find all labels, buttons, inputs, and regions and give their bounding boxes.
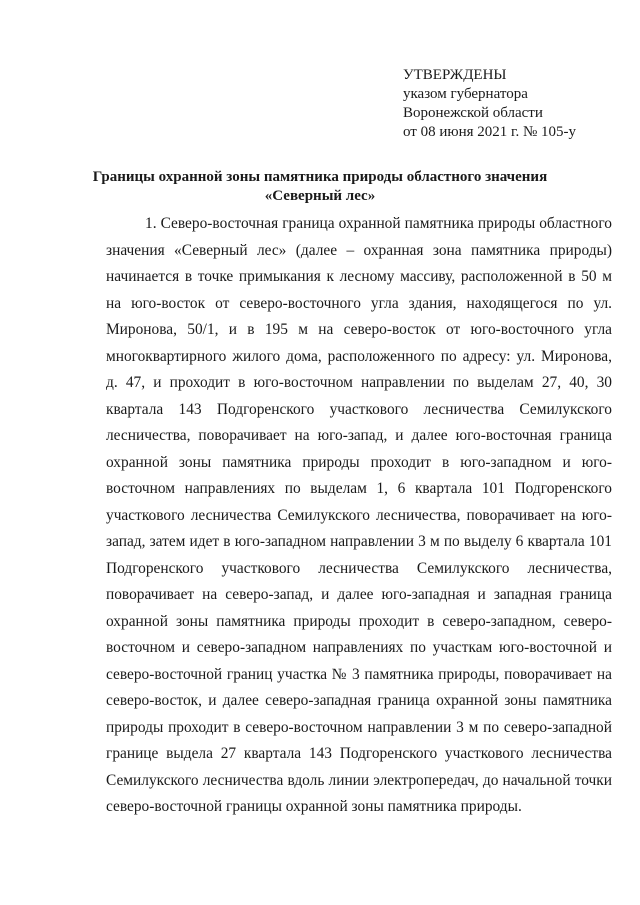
- approval-date-number: от 08 июня 2021 г. № 105-у: [403, 124, 577, 140]
- body-paragraph-1: 1. Северо-восточная граница охранной памятника природы областного значения «Северный лес» (далее – охранная зона памятника природы) начинается в точке примыкания к лесному массиву, расположенной в 50 м на юго-восток от северо-восточного угла здания, находящегося по ул. Миронова, 50/1, и в 195 м на северо-восток от юго-восточного угла многоквартирного жилого дома, расположенного по адресу: ул. Миронова, д. 47, и проходит в юго-восточном направлении по выделам 27, 40, 30 квартала 143 Подгоренского участкового лесничества Семилукского лесничества, поворачивает на юго-запад, и далее юго-восточная граница охранной зоны памятника природы проходит в юго-западном и юго-восточном направлениях по выделам 1, 6 квартала 101 Подгоренского участкового лесничества Семилукского лесничества, поворачивает на юго-запад, затем идет в юго-западном направлении 3 м по выделу 6 квартала 101 Подгоренского участкового лесничества Семилукского лесничества, поворачивает на северо-запад, и далее юго-западная и западная граница охранной зоны памятника природы проходит в северо-западном, северо-восточном и северо-западном направлениях по участкам юго-восточной и северо-восточной границ участка № 3 памятника природы, поворачивает на северо-восток, и далее северо-западная граница охранной зоны памятника природы проходит в северо-восточном направлении 3 м по северо-западной границе выдела 27 квартала 143 Подгоренского участкового лесничества Семилукского лесничества вдоль линии электропередач, до начальной точки северо-восточной границы охранной зоны памятника природы.: [106, 215, 612, 815]
- document-title: [60, 168, 580, 206]
- title-line-2: «Северный лес»: [264, 188, 376, 204]
- title-line-1: Границы охранной зоны памятника природы областного значения: [92, 169, 548, 185]
- approval-authority: указом губернатора: [403, 86, 528, 102]
- approval-stamp: [403, 66, 576, 142]
- approval-region: Воронежской области: [403, 105, 543, 121]
- approval-heading: УТВЕРЖДЕНЫ: [403, 67, 507, 83]
